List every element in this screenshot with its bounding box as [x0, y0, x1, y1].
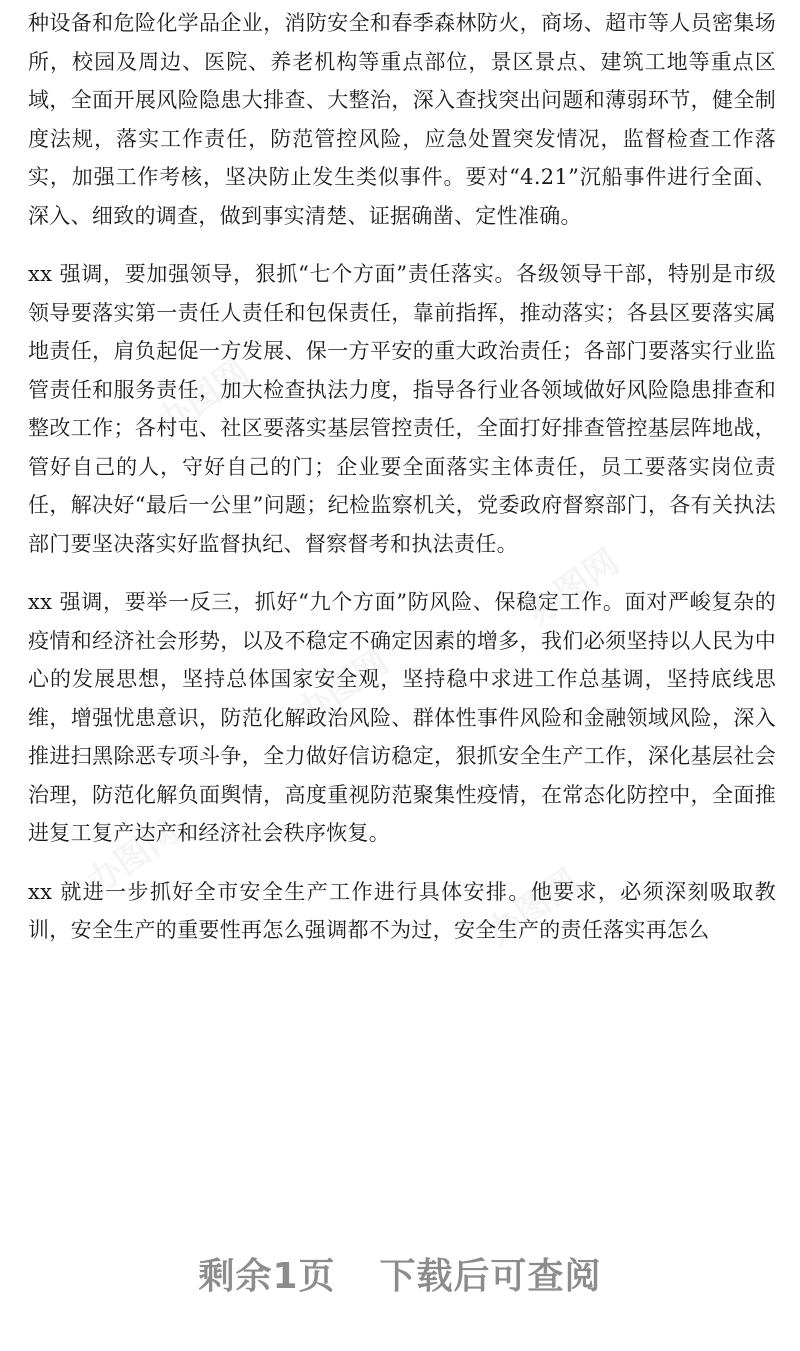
watermark: 办图网: [149, 351, 257, 444]
watermark: 办图网: [79, 811, 187, 904]
paragraph: xx 强调，要加强领导，狠抓“七个方面”责任落实。各级领导干部，特别是市级领导要落实第一责任人责任和包保责任，靠前指挥，推动落实；各县区要落实属地责任，肩负起促一方发展、保一方平安的重大政治责任；各部门要落实行业监管责任和服务责任，加大检查执法力度，指导各行业各领域做好风险隐患排查和整改工作；各村屯、社区要落实基层管控责任，全面打好排查管控基层阵地战，管好自己的人，守好自己的门；企业要全面落实主体责任，员工要落实岗位责任，解决好“最后一公里”问题；纪检监察机关，党委政府督察部门，各有关执法部门要坚决落实好监督执纪、督察督考和执法责任。: [28, 262, 776, 556]
paragraph: 种设备和危险化学品企业，消防安全和春季森林防火，商场、超市等人员密集场所，校园及周边、医院、养老机构等重点部位，景区景点、建筑工地等重点区域，全面开展风险隐患大排查、大整治，深入查找突出问题和薄弱环节，健全制度法规，落实工作责任，防范管控风险，应急处置突发情况，监督检查工作落实，加强工作考核，坚决防止发生类似事件。要对“4.21”沉船事件进行全面、深入、细致的调查，做到事实清楚、证据确凿、定性准确。: [28, 11, 776, 228]
remaining-pages-label: 剩余1页: [198, 1256, 336, 1297]
watermark: 办图网: [289, 641, 397, 734]
watermark: 办图网: [479, 861, 587, 954]
download-to-view-label: 下载后可查阅: [379, 1256, 602, 1297]
paragraph: xx 就进一步抓好全市安全生产工作进行具体安排。他要求，必须深刻吸取教训，安全生产的重要性再怎么强调都不为过，安全生产的责任落实再怎么: [28, 879, 776, 942]
download-prompt[interactable]: [0, 1248, 800, 1299]
paragraph: xx 强调，要举一反三，抓好“九个方面”防风险、保稳定工作。面对严峻复杂的疫情和经济社会形势，以及不稳定不确定因素的增多，我们必须坚持以人民为中心的发展思想，坚持总体国家安全观，坚持稳中求进工作总基调，坚持底线思维，增强忧患意识，防范化解政治风险、群体性事件风险和金融领域风险，深入推进扫黑除恶专项斗争，全力做好信访稳定，狠抓安全生产工作，深化基层社会治理，防范化解负面舆情，高度重视防范聚集性疫情，在常态化防控中，全面推进复工复产达产和经济社会秩序恢复。: [28, 590, 776, 845]
watermark: 办图网: [519, 541, 627, 634]
document-body: [28, 4, 776, 970]
